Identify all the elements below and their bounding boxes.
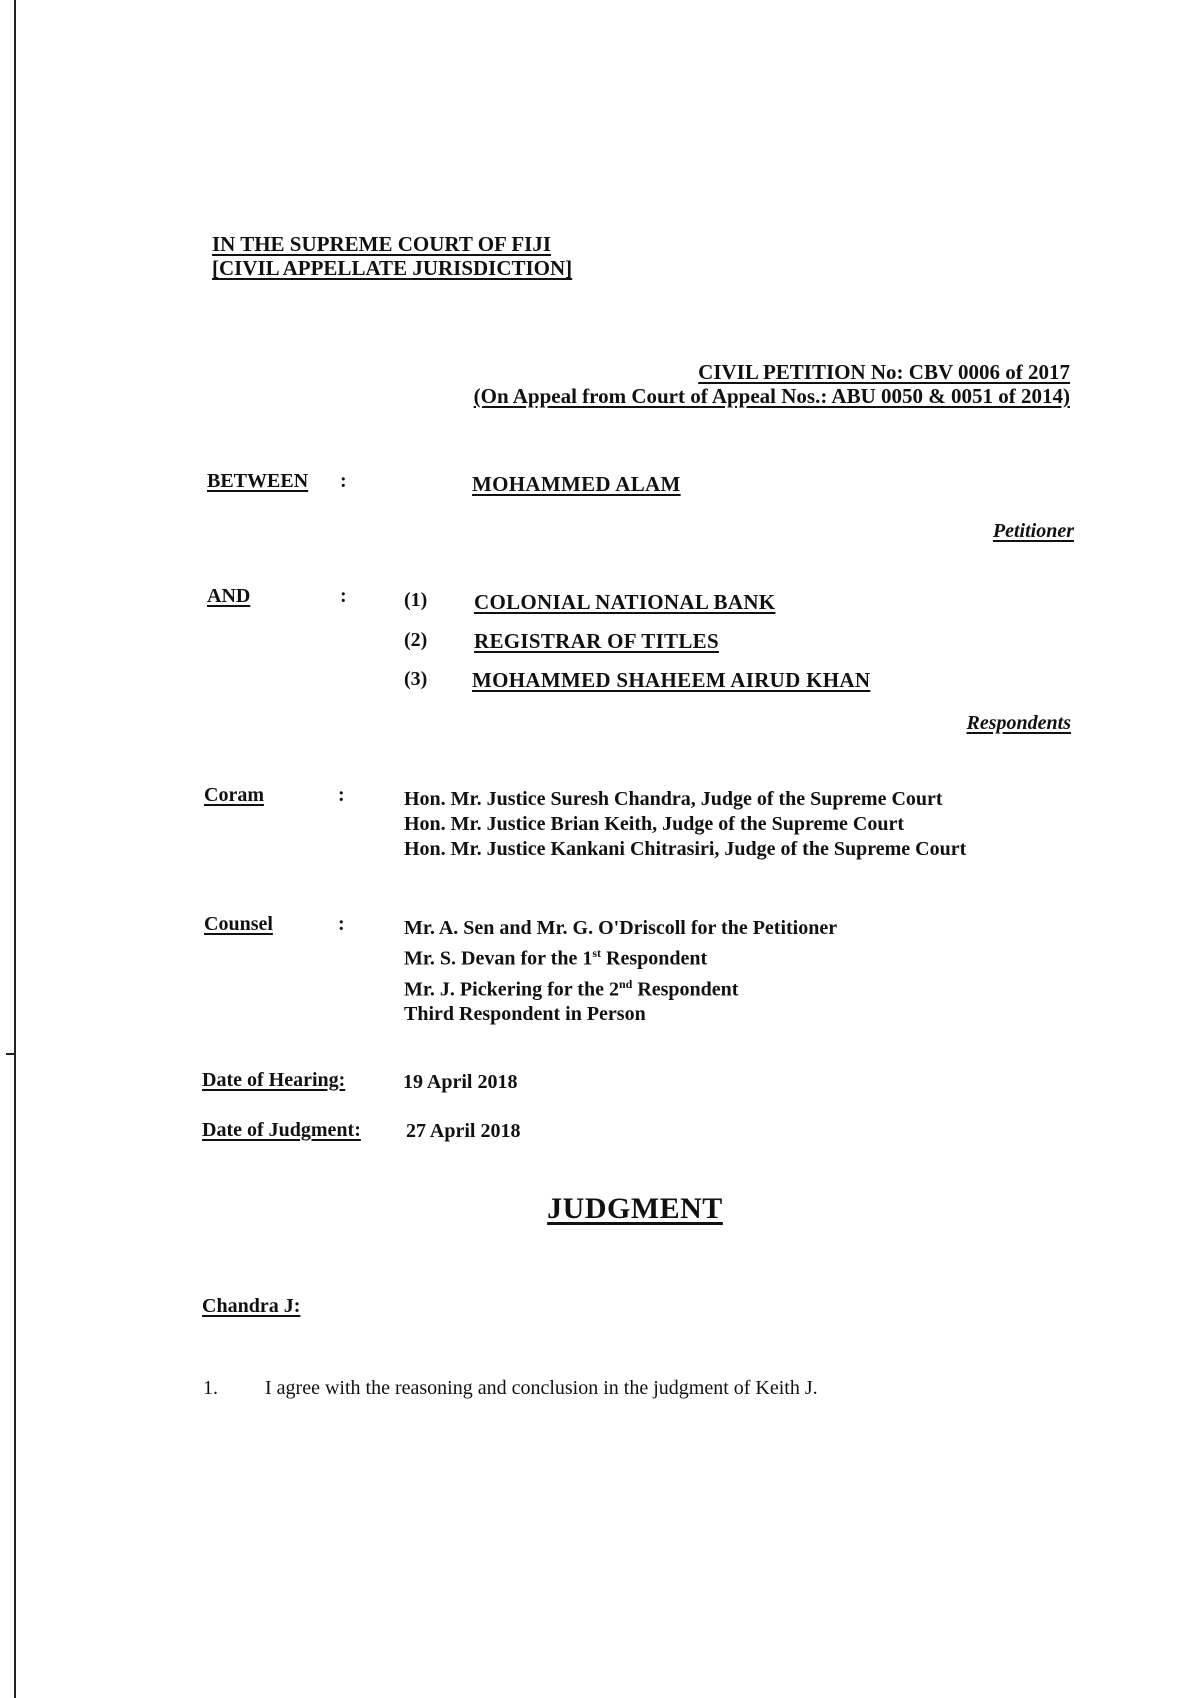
- judgment-date-value: 27 April 2018: [406, 1120, 521, 1142]
- respondents-role: Respondents: [966, 712, 1071, 734]
- coram-judge-2: Hon. Mr. Justice Brian Keith, Judge of the Supreme Court: [404, 813, 904, 835]
- paragraph-number: 1.: [203, 1377, 218, 1399]
- between-label: BETWEEN: [207, 470, 309, 492]
- counsel-list: [404, 916, 837, 1027]
- counsel-respondent-1-ordinal: st: [592, 946, 601, 960]
- court-jurisdiction: [CIVIL APPELLATE JURISDICTION]: [212, 256, 573, 280]
- respondent-3-name: MOHAMMED SHAHEEM AIRUD KHAN: [472, 668, 871, 692]
- counsel-respondent-2-text: Mr. J. Pickering for the 2: [404, 978, 619, 1001]
- counsel-respondent-1: [404, 941, 837, 972]
- paragraph-text: I agree with the reasoning and conclusion in the judgment of Keith J.: [265, 1377, 818, 1399]
- counsel-petitioner: Mr. A. Sen and Mr. G. O'Driscoll for the Petitioner: [404, 917, 838, 939]
- respondent-1-number: (1): [404, 589, 428, 611]
- judge-name: Chandra J:: [202, 1295, 301, 1317]
- petition-reference: [474, 360, 1070, 408]
- hearing-date-label: Date of Hearing:: [202, 1069, 346, 1091]
- respondent-1-name: COLONIAL NATIONAL BANK: [474, 590, 776, 614]
- coram-colon: :: [338, 784, 345, 806]
- and-label: AND: [207, 585, 251, 607]
- counsel-respondent-1-text: Mr. S. Devan for the 1: [404, 947, 593, 970]
- petitioner-role: Petitioner: [992, 520, 1074, 542]
- counsel-respondent-2-ordinal: nd: [618, 976, 633, 991]
- respondent-2-number: (2): [404, 629, 428, 651]
- scan-tick-mark: [6, 1053, 16, 1055]
- scan-edge-line: [14, 0, 16, 1698]
- hearing-date-value: 19 April 2018: [403, 1071, 518, 1093]
- respondent-3-number: (3): [404, 668, 428, 690]
- coram-judge-1: Hon. Mr. Justice Suresh Chandra, Judge of the Supreme Court: [404, 788, 943, 810]
- counsel-respondent-2: [404, 972, 837, 1003]
- petition-number: CIVIL PETITION No: CBV 0006 of 2017: [698, 360, 1070, 384]
- court-heading: [212, 232, 572, 280]
- petitioner-name: MOHAMMED ALAM: [472, 472, 681, 496]
- counsel-label: Counsel: [204, 913, 273, 935]
- coram-judge-3: Hon. Mr. Justice Kankani Chitrasiri, Judge of the Supreme Court: [404, 838, 967, 860]
- counsel-respondent-1-suffix: Respondent: [601, 947, 708, 970]
- coram-label: Coram: [204, 784, 264, 806]
- appeal-reference: (On Appeal from Court of Appeal Nos.: ABU 0050 & 0051 of 2014): [473, 384, 1070, 408]
- counsel-respondent-2-suffix: Respondent: [632, 978, 739, 1001]
- court-name: IN THE SUPREME COURT OF FIJI: [212, 232, 552, 256]
- coram-list: [404, 787, 966, 862]
- and-colon: :: [340, 585, 347, 607]
- judgment-heading: JUDGMENT: [547, 1192, 723, 1225]
- counsel-colon: :: [338, 913, 345, 935]
- counsel-respondent-3: Third Respondent in Person: [404, 1003, 646, 1026]
- between-colon: :: [340, 470, 347, 492]
- respondent-2-name: REGISTRAR OF TITLES: [474, 629, 719, 653]
- judgment-date-label: Date of Judgment:: [202, 1119, 361, 1141]
